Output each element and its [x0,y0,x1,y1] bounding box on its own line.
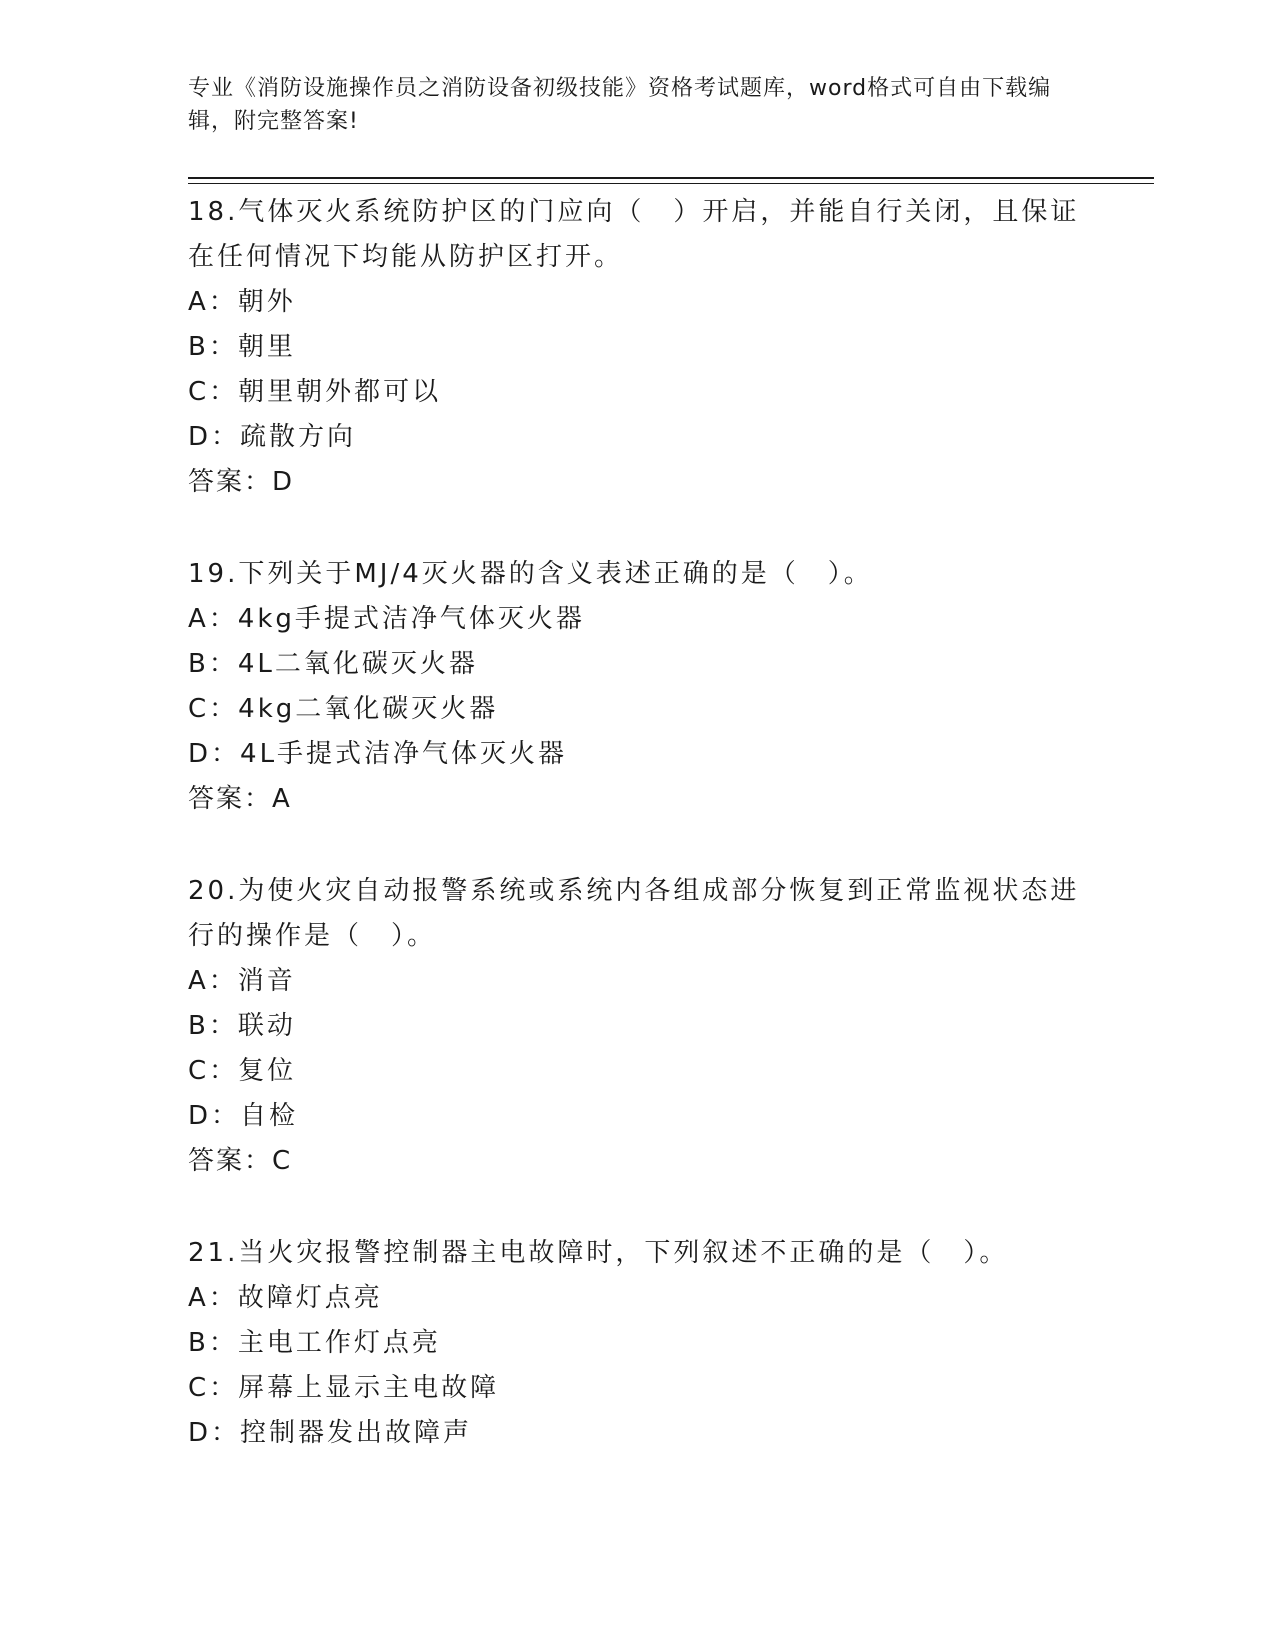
option-a: A：故障灯点亮 [188,1283,383,1313]
question-18 [188,190,1088,505]
header-divider-thick [188,177,1154,179]
document-header: 专业《消防设施操作员之消防设备初级技能》资格考试题库，word格式可自由下载编辑，附完整答案! [188,76,1052,134]
option-b: B：朝里 [188,332,296,362]
option-b: B：联动 [188,1011,296,1041]
question-stem: 20.为使火灾自动报警系统或系统内各组成部分恢复到正常监视状态进行的操作是（ ）。 [188,876,1080,951]
question-21 [188,1231,1088,1456]
option-d: D：控制器发出故障声 [188,1418,473,1448]
question-stem: 18.气体灭火系统防护区的门应向（ ）开启，并能自行关闭，且保证在任何情况下均能从防护区打开。 [188,197,1080,272]
question-stem: 21.当火灾报警控制器主电故障时，下列叙述不正确的是（ ）。 [188,1238,1009,1268]
option-a: A：4kg手提式洁净气体灭火器 [188,604,585,634]
option-c: C：复位 [188,1056,297,1086]
answer: 答案：C [188,1146,293,1176]
option-c: C：4kg二氧化碳灭火器 [188,694,499,724]
option-a: A：消音 [188,966,296,996]
option-c: C：屏幕上显示主电故障 [188,1373,500,1403]
option-d: D：自检 [188,1101,299,1131]
question-20 [188,869,1088,1184]
answer: 答案：D [188,467,295,497]
option-c: C：朝里朝外都可以 [188,377,442,407]
option-b: B：4L二氧化碳灭火器 [188,649,478,679]
option-d: D：4L手提式洁净气体灭火器 [188,739,568,769]
option-d: D：疏散方向 [188,422,357,452]
question-list [188,190,1088,1456]
question-stem: 19.下列关于MJ/4灭火器的含义表述正确的是（ ）。 [188,559,873,589]
answer: 答案：A [188,784,292,814]
question-19 [188,552,1088,822]
option-b: B：主电工作灯点亮 [188,1328,441,1358]
header-divider-thin [188,183,1154,184]
option-a: A：朝外 [188,287,296,317]
